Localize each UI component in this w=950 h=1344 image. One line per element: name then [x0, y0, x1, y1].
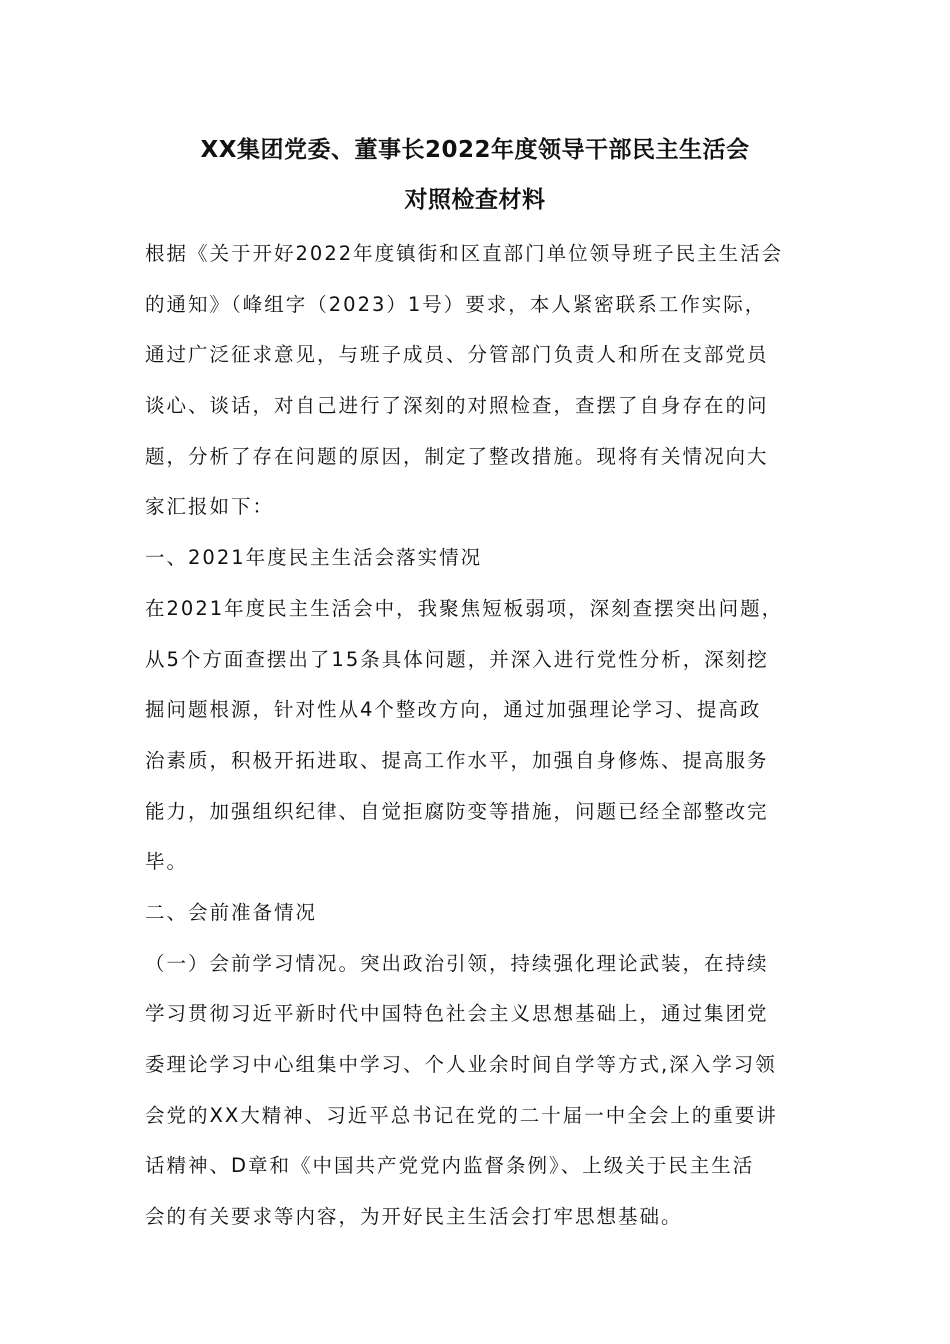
body-line: （一）会前学习情况。突出政治引领，持续强化理论武装，在持续 — [145, 951, 769, 975]
body-line: 会的有关要求等内容，为开好民主生活会打牢思想基础。 — [145, 1205, 683, 1229]
body-line: 根据《关于开好2022年度镇街和区直部门单位领导班子民主生活会 — [145, 242, 784, 265]
body-line: 在2021年度民主生活会中，我聚焦短板弱项，深刻查摆突出问题， — [145, 596, 784, 620]
document-body — [145, 229, 810, 1243]
body-line: 家汇报如下： — [145, 495, 275, 519]
body-line: 治素质，积极开拓进取、提高工作水平，加强自身修炼、提高服务 — [145, 748, 769, 772]
body-line: 通过广泛征求意见，与班子成员、分管部门负责人和所在支部党员 — [145, 343, 769, 367]
body-line: 毕。 — [145, 850, 189, 874]
body-line: 题，分析了存在问题的原因，制定了整改措施。现将有关情况向大 — [145, 444, 769, 468]
body-line: 能力，加强组织纪律、自觉拒腐防变等措施，问题已经全部整改完 — [145, 799, 769, 823]
section-heading-1: 一、2021年度民主生活会落实情况 — [145, 546, 483, 570]
document-title-line-1: XX集团党委、董事长2022年度领导干部民主生活会 — [200, 137, 750, 163]
body-line: 掘问题根源，针对性从4个整改方向，通过加强理论学习、提高政 — [145, 698, 762, 722]
body-line: 从5个方面查摆出了15条具体问题，并深入进行党性分析，深刻挖 — [145, 647, 769, 671]
body-line: 的通知》（峰组字（2023）1号）要求，本人紧密联系工作实际， — [145, 292, 767, 316]
body-line: 话精神、D章和《中国共产党党内监督条例》、上级关于民主生活 — [145, 1154, 755, 1178]
document-title-line-2: 对照检查材料 — [404, 187, 546, 213]
body-line: 会党的XX大精神、习近平总书记在党的二十届一中全会上的重要讲 — [145, 1103, 778, 1127]
section-heading-2: 二、会前准备情况 — [145, 900, 318, 924]
body-line: 谈心、谈话，对自己进行了深刻的对照检查，查摆了自身存在的问 — [145, 394, 769, 418]
body-line: 学习贯彻习近平新时代中国特色社会主义思想基础上，通过集团党 — [145, 1002, 769, 1026]
body-line: 委理论学习中心组集中学习、个人业余时间自学等方式,深入学习领 — [145, 1053, 777, 1076]
